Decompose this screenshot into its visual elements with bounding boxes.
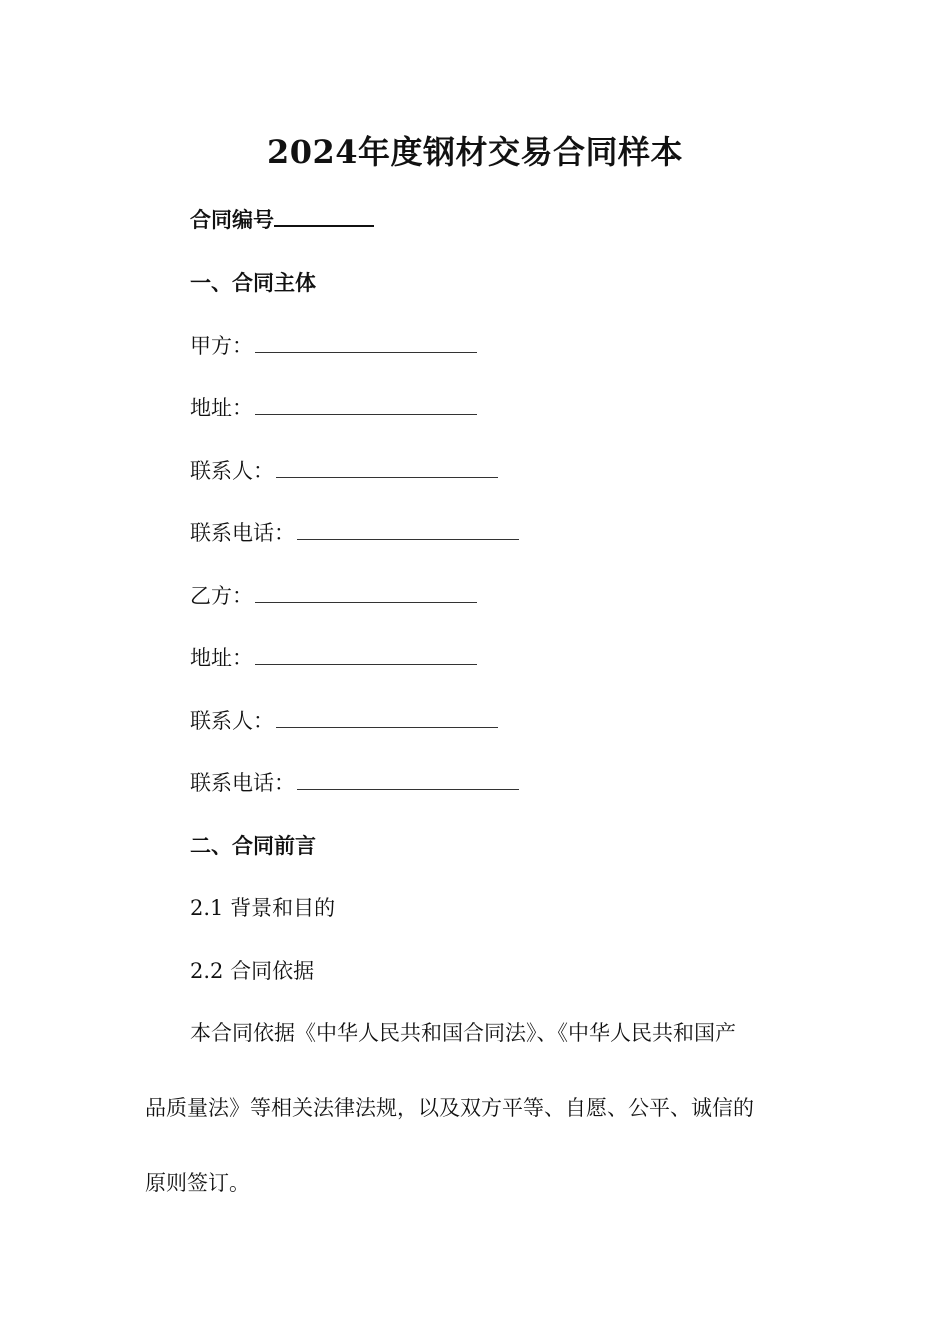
- party-a-name-label: 甲方：: [190, 334, 253, 358]
- paragraph-line-3: 原则签订。: [145, 1171, 250, 1195]
- paragraph-line-1: 本合同依据《中华人民共和国合同法》、《中华人民共和国产: [190, 1021, 736, 1045]
- party-b-name-label: 乙方：: [190, 584, 253, 608]
- party-b-phone-blank[interactable]: [297, 788, 519, 790]
- party-b-contact-blank[interactable]: [276, 726, 498, 728]
- contract-number-row: [190, 205, 374, 235]
- party-a-address-label: 地址：: [190, 396, 253, 420]
- party-b-name-blank[interactable]: [255, 601, 477, 603]
- item-2-2: 2.2 合同依据: [190, 959, 315, 983]
- party-b-contact-label: 联系人：: [190, 709, 274, 733]
- party-a-phone-label: 联系电话：: [190, 521, 295, 545]
- party-b-name-row: [190, 581, 477, 611]
- item-2-1: 2.1 背景和目的: [190, 896, 336, 920]
- party-a-name-row: [190, 331, 477, 361]
- section2-heading: 二、合同前言: [190, 834, 316, 858]
- contract-number-blank[interactable]: [274, 224, 374, 227]
- party-a-contact-label: 联系人：: [190, 459, 274, 483]
- paragraph-line-2: 品质量法》等相关法律法规，以及双方平等、自愿、公平、诚信的: [145, 1096, 754, 1120]
- party-b-contact-row: [190, 706, 498, 736]
- party-b-address-label: 地址：: [190, 646, 253, 670]
- section1-heading: 一、合同主体: [190, 271, 316, 295]
- party-b-address-blank[interactable]: [255, 663, 477, 665]
- party-a-name-blank[interactable]: [255, 351, 477, 353]
- party-b-phone-label: 联系电话：: [190, 771, 295, 795]
- party-a-address-blank[interactable]: [255, 413, 477, 415]
- party-b-phone-row: [190, 768, 519, 798]
- document-title: 2024年度钢材交易合同样本: [266, 133, 684, 171]
- party-a-phone-blank[interactable]: [297, 538, 519, 540]
- party-a-phone-row: [190, 518, 519, 548]
- party-a-contact-blank[interactable]: [276, 476, 498, 478]
- contract-number-label: 合同编号: [190, 208, 274, 232]
- party-a-contact-row: [190, 456, 498, 486]
- party-b-address-row: [190, 643, 477, 673]
- party-a-address-row: [190, 393, 477, 423]
